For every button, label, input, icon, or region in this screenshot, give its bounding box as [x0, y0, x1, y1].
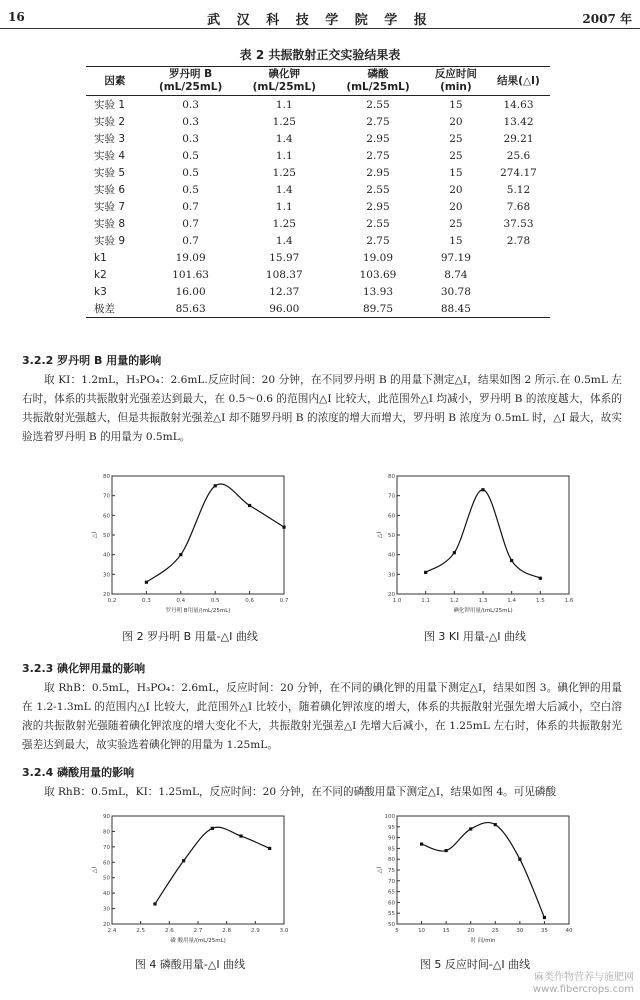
x-tick-label: 0.7: [279, 598, 289, 604]
header-unit: (mL/25mL): [158, 81, 223, 93]
figure-2-caption: 图 2 罗丹明 B 用量-△I 曲线: [122, 630, 258, 643]
table-column-header: [144, 67, 238, 96]
table-cell: 0.5: [182, 183, 199, 196]
table-row: [86, 283, 550, 300]
figure-4-chart: [90, 810, 290, 950]
table-cell: 25.6: [506, 149, 531, 162]
table-cell: 16.00: [175, 285, 206, 298]
data-point: [424, 571, 427, 574]
table-row: [86, 130, 550, 147]
y-tick-label: 60: [103, 513, 110, 520]
series-line: [155, 827, 270, 904]
series-line: [146, 484, 284, 582]
table-column-header: [86, 67, 144, 96]
table-cell: 0.7: [182, 200, 199, 213]
table-cell: 19.09: [175, 251, 206, 264]
header-unit: (mL/25mL): [252, 81, 316, 93]
paragraph-text: 取 RhB：0.5mL，H₃PO₄：2.6mL，反应时间：20 分钟，在不同的碘化钾的用量下测定△I，结果如图 3。碘化钾的用量在 1.2-1.3mL 的范围内△I 比较大，此范围外△I 比较小，随着碘化钾浓度的增大，体系的共振散射光强先增大后减小，空白溶液的共振散射光强随着碘化钾浓度的增大变化不大，共振散射光强差△I 先增大后减小，在 1.25mL 左右时，体系的共振散射光强差达到最大，故实验选着碘化钾的用量为 1.25mL。: [22, 682, 622, 751]
table-cell: 1.25: [272, 115, 296, 128]
figure-3-caption: 图 3 KI 用量-△I 曲线: [423, 630, 527, 643]
table-cell: 1.1: [275, 149, 293, 162]
y-tick-label: 65: [388, 889, 395, 896]
table-cell: 0.5: [182, 166, 199, 179]
y-tick-label: 30: [103, 572, 110, 579]
row-label: 实验 2: [94, 116, 126, 128]
table-cell: 2.55: [366, 183, 390, 196]
table-cell: 1.1: [275, 98, 293, 111]
table-cell: 274.17: [500, 166, 537, 179]
table-caption: 表 2 共振散射正交实验结果表: [239, 48, 401, 62]
data-point: [182, 859, 185, 862]
table-cell: 15: [449, 166, 463, 179]
table-cell: 12.37: [269, 285, 300, 298]
x-tick-label: 2.4: [107, 928, 117, 934]
table-cell: 88.45: [425, 300, 487, 318]
plot-frame: [112, 816, 284, 924]
header-line: 磷酸: [367, 68, 389, 80]
header-line: 反应时间: [434, 68, 477, 80]
y-tick-label: 20: [103, 592, 110, 598]
table-cell: 2.75: [366, 149, 390, 162]
table-row: [86, 96, 550, 114]
y-tick-label: 80: [103, 829, 110, 836]
running-header: [0, 6, 640, 29]
table-row: [86, 113, 550, 130]
row-label: 实验 9: [94, 235, 126, 247]
table-cell: 15: [449, 98, 463, 111]
y-tick-label: 30: [103, 906, 110, 913]
table-cell: 15.97: [269, 251, 300, 264]
table-cell: 30.78: [440, 285, 471, 298]
series-line: [422, 823, 545, 918]
data-point: [420, 842, 423, 845]
x-tick-label: 1.6: [564, 598, 574, 604]
paragraph-text: 取 RhB：0.5mL，KI：1.25mL，反应时间：20 分钟，在不同的磷酸用量下测定△I，结果如图 4。可见磷酸: [44, 786, 557, 798]
table-cell: 13.93: [362, 285, 393, 298]
table-row: [86, 232, 550, 249]
table-cell: 25: [449, 217, 463, 230]
header-unit: (mL/25mL): [346, 81, 410, 93]
y-axis-label: △I: [376, 866, 383, 874]
table-cell: 7.68: [506, 200, 531, 213]
row-label: 实验 8: [94, 218, 126, 230]
table-cell: 5.12: [506, 183, 531, 196]
table-row: [86, 147, 550, 164]
y-tick-label: 70: [103, 493, 110, 500]
table-body: [86, 96, 550, 318]
y-tick-label: 50: [103, 875, 110, 882]
table-row: [86, 300, 550, 318]
data-point: [445, 849, 448, 852]
y-tick-label: 70: [388, 878, 395, 885]
y-axis-label: △I: [376, 531, 383, 539]
table-header-row: [86, 67, 550, 96]
section-heading: 3.2.3 碘化钾用量的影响: [22, 662, 146, 675]
x-tick-label: 35: [540, 928, 548, 934]
table-column-header: [331, 67, 425, 96]
x-tick-label: 40: [565, 928, 573, 934]
table-cell: 108.37: [265, 268, 303, 281]
row-label: k1: [94, 251, 107, 264]
x-tick-label: 0.2: [107, 598, 117, 604]
y-tick-label: 40: [103, 891, 110, 898]
table-cell: 101.63: [172, 268, 209, 281]
watermark: [533, 972, 634, 996]
y-axis-label: △I: [91, 866, 98, 874]
y-tick-label: 90: [103, 814, 110, 820]
data-point: [282, 526, 285, 529]
journal-year: 2007 年: [582, 12, 632, 26]
table-cell: 85.63: [144, 300, 238, 318]
x-tick-label: 0.3: [142, 598, 151, 604]
x-tick-label: 1.0: [392, 598, 402, 604]
table-row: [86, 164, 550, 181]
table-cell: 20: [449, 200, 463, 213]
paragraph-text: 取 KI：1.2mL，H₃PO₄：2.6mL.反应时间：20 分钟，在不同罗丹明 B 的用量下测定△I，结果如图 2 所示.在 0.5mL 左右时，体系的共振散射光强差达到最大，在 0.5～0.6 的范围内△I 比较大，此范围外△I 均减小，罗丹明 B 的浓度越大，体系的共振散射光强越大，但是共振散射光强差△I 却不随罗丹明 B 的浓度的增大而增大，罗丹明 B 浓度为 0.5mL 时，△I 最大，故实验选着罗丹明 B 的用量为 0.5mL。: [22, 374, 622, 443]
table-row: [86, 181, 550, 198]
data-point: [239, 834, 242, 837]
x-tick-label: 1.1: [421, 598, 431, 604]
x-tick-label: 0.5: [210, 598, 220, 604]
table-row: [86, 215, 550, 232]
data-point: [539, 577, 542, 580]
section-heading: 3.2.2 罗丹明 B 用量的影响: [22, 354, 162, 367]
data-point: [153, 902, 156, 905]
data-point: [510, 559, 513, 562]
table-cell: 1.25: [272, 166, 296, 179]
table-cell: 0.3: [182, 98, 199, 111]
x-tick-label: 1.4: [507, 598, 517, 604]
table-row: [86, 198, 550, 215]
y-tick-label: 100: [384, 814, 395, 820]
table-cell: 1.25: [272, 217, 296, 230]
section-paragraph: [22, 679, 622, 755]
table-cell: 96.00: [237, 300, 331, 318]
table-cell: 97.19: [440, 251, 471, 264]
data-point: [494, 823, 497, 826]
results-table: [86, 66, 550, 318]
table-cell: 0.7: [182, 217, 199, 230]
x-axis-label: 磷 酸用量/(mL/25mL): [170, 938, 226, 944]
row-label: 实验 6: [94, 184, 126, 196]
table-cell: 2.55: [366, 217, 390, 230]
x-tick-label: 1.5: [535, 598, 545, 604]
header-line: 结果(△I): [497, 74, 540, 87]
y-tick-label: 80: [388, 474, 395, 480]
row-label: 实验 1: [94, 99, 126, 111]
table-cell: 89.75: [331, 300, 425, 318]
header-unit: (min): [440, 81, 472, 93]
figure-2-chart: [90, 470, 290, 620]
y-tick-label: 80: [103, 474, 110, 480]
figure-4-caption: 图 4 磷酸用量-△I 曲线: [134, 958, 246, 971]
data-point: [145, 581, 148, 584]
x-tick-label: 0.4: [176, 598, 186, 604]
table-cell: [487, 249, 550, 266]
table-cell: 1.4: [275, 132, 293, 145]
x-tick-label: 10: [418, 928, 426, 934]
y-tick-label: 70: [388, 493, 395, 500]
table-cell: 103.69: [359, 268, 397, 281]
table-cell: [487, 283, 550, 300]
row-label: 实验 7: [94, 201, 126, 213]
header-line: 罗丹明 B: [169, 68, 213, 80]
data-point: [214, 484, 217, 487]
y-tick-label: 50: [388, 533, 395, 539]
x-axis-label: 碘化钾用量/(mL/25mL): [453, 608, 513, 614]
y-tick-label: 70: [103, 844, 110, 851]
data-point: [469, 827, 472, 830]
table-cell: 0.5: [182, 149, 199, 162]
row-label: 实验 5: [94, 167, 126, 179]
y-tick-label: 60: [103, 860, 110, 867]
figure-5-caption: 图 5 反应时间-△I 曲线: [419, 958, 531, 971]
plot-frame: [112, 476, 284, 594]
data-point: [268, 847, 271, 850]
series-line: [426, 490, 541, 579]
table-cell: 2.75: [366, 115, 390, 128]
y-tick-label: 55: [388, 911, 395, 918]
table-cell: 2.78: [506, 234, 531, 247]
figure-5-chart: [375, 810, 575, 950]
data-point: [453, 551, 456, 554]
plot-frame: [397, 476, 569, 594]
y-tick-label: 90: [388, 835, 395, 842]
row-label: k2: [94, 268, 107, 281]
x-tick-label: 2.7: [193, 928, 203, 934]
data-point: [518, 858, 521, 861]
table-cell: 2.95: [366, 200, 390, 213]
y-tick-label: 75: [388, 868, 395, 874]
y-tick-label: 40: [103, 552, 110, 559]
y-tick-label: 20: [103, 922, 110, 928]
header-line: 碘化钾: [268, 68, 301, 80]
header-line: 因素: [104, 74, 126, 87]
x-tick-label: 15: [442, 928, 450, 934]
y-tick-label: 30: [388, 572, 395, 579]
table-cell: 25: [449, 149, 463, 162]
journal-title: 武 汉 科 技 学 院 学 报: [207, 13, 433, 28]
x-tick-label: 2.6: [164, 928, 174, 934]
table-cell: 1.4: [275, 234, 293, 247]
table-column-header: [237, 67, 331, 96]
page-number: 16: [8, 10, 25, 24]
x-tick-label: 25: [491, 928, 499, 934]
table-cell: 19.09: [362, 251, 393, 264]
x-axis-label: 罗丹明 B用量/(mL/25mL): [165, 608, 231, 614]
watermark-line: 麻类作物营养与施肥网: [534, 972, 634, 983]
section-paragraph: [22, 783, 622, 802]
table-cell: 13.42: [503, 115, 534, 128]
x-tick-label: 3.0: [279, 928, 289, 934]
table-cell: 37.53: [503, 217, 534, 230]
data-point: [481, 488, 484, 491]
row-label: 实验 3: [94, 133, 126, 145]
data-point: [543, 916, 546, 919]
data-point: [248, 504, 251, 507]
table-cell: [487, 300, 550, 318]
table-cell: 2.55: [366, 98, 390, 111]
table-column-header: [425, 67, 487, 96]
table-cell: 8.74: [444, 268, 468, 281]
row-label: 极差: [86, 300, 144, 318]
table-cell: 2.75: [366, 234, 390, 247]
x-tick-label: 30: [516, 928, 524, 934]
y-tick-label: 20: [388, 592, 395, 598]
table-cell: 14.63: [503, 98, 534, 111]
y-tick-label: 60: [388, 513, 395, 520]
table-cell: 0.7: [182, 234, 199, 247]
x-tick-label: 1.2: [449, 598, 459, 604]
data-point: [179, 553, 182, 556]
row-label: 实验 4: [94, 150, 126, 162]
table-cell: 15: [449, 234, 463, 247]
y-tick-label: 50: [103, 533, 110, 539]
table-cell: 0.3: [182, 132, 199, 145]
table-cell: 25: [449, 132, 463, 145]
table-cell: 20: [449, 115, 463, 128]
x-tick-label: 2.5: [136, 928, 146, 934]
table-row: [86, 249, 550, 266]
table-cell: 20: [449, 183, 463, 196]
data-point: [211, 827, 214, 830]
y-tick-label: 50: [388, 922, 395, 928]
table-row: [86, 266, 550, 283]
table-cell: 2.95: [366, 132, 390, 145]
x-tick-label: 2.8: [222, 928, 232, 934]
table-cell: 2.95: [366, 166, 390, 179]
table-cell: 1.1: [275, 200, 293, 213]
table-cell: 0.3: [182, 115, 199, 128]
x-tick-label: 1.3: [478, 598, 488, 604]
section-paragraph: [22, 371, 622, 447]
y-tick-label: 95: [388, 824, 395, 831]
x-tick-label: 5: [395, 928, 399, 934]
x-tick-label: 20: [467, 928, 475, 934]
y-tick-label: 60: [388, 900, 395, 907]
figure-3-chart: [375, 470, 575, 620]
table-cell: 29.21: [503, 132, 534, 145]
section-heading: 3.2.4 磷酸用量的影响: [22, 766, 135, 779]
table-cell: 1.4: [275, 183, 293, 196]
watermark-line: www.fibercrops.com: [532, 984, 634, 995]
y-tick-label: 85: [388, 846, 395, 853]
y-tick-label: 80: [388, 857, 395, 864]
table-column-header: [487, 67, 550, 96]
x-tick-label: 0.6: [245, 598, 254, 604]
row-label: k3: [94, 285, 107, 298]
plot-frame: [397, 816, 569, 924]
y-tick-label: 40: [388, 552, 395, 559]
x-tick-label: 2.9: [250, 928, 260, 934]
y-axis-label: △I: [91, 531, 98, 539]
table-cell: [487, 266, 550, 283]
x-axis-label: 时 间/min: [470, 938, 496, 944]
